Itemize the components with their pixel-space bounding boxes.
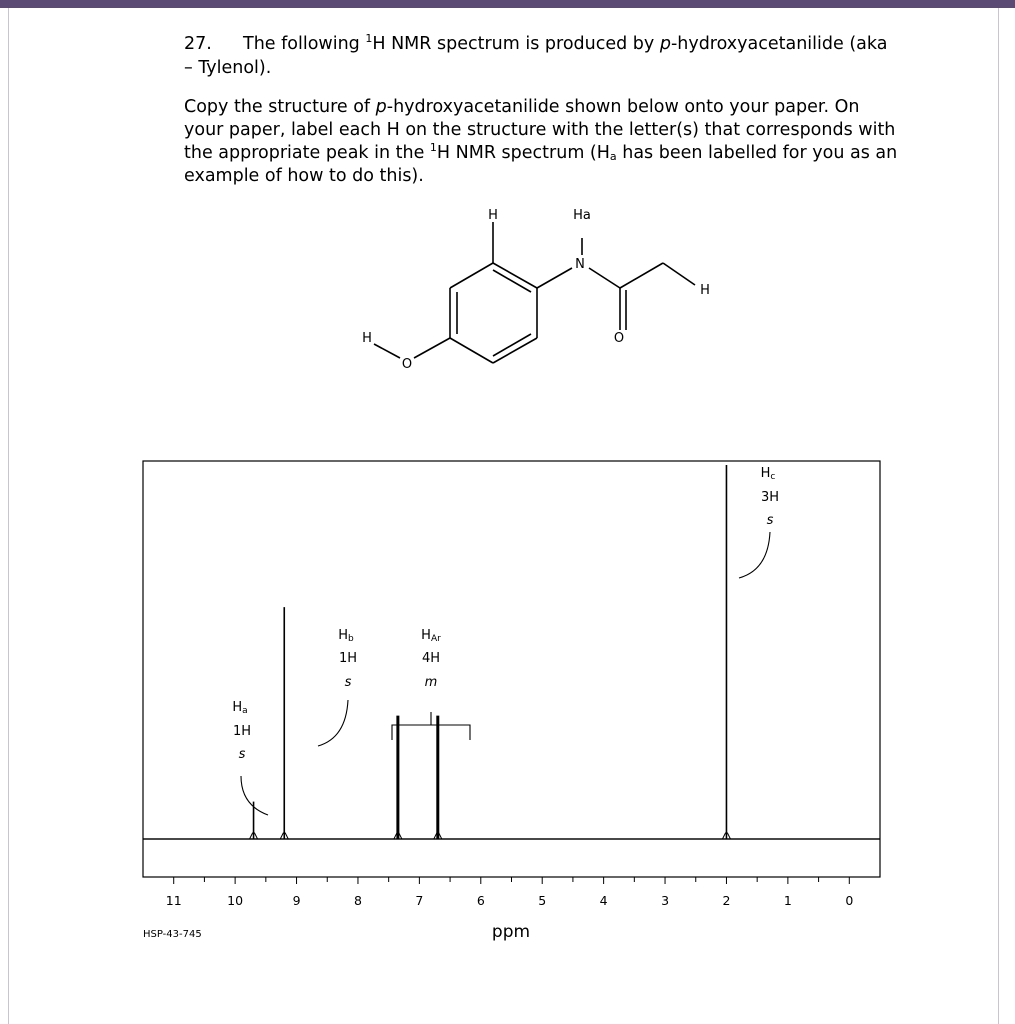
question-instructions: Copy the structure of p-hydroxyacetanilide shown below onto your paper. On your paper, label each H on the structure with the letter(s) that corresponds with the appropriate peak in the $^1$H NMR spectrum ($H_a$ has been labelled for you as an example of how to do this).	[184, 97, 898, 186]
peak-ar-multiplicity: m	[424, 675, 438, 690]
spectrum-code: HSP-43-745	[143, 929, 202, 940]
tick-label: 8	[353, 893, 362, 908]
peak-c-label: Hc	[760, 466, 776, 482]
question-text-line2: – Tylenol).	[184, 58, 272, 78]
structure-hydroxyl-h: H	[362, 331, 372, 346]
tick-label: 3	[661, 893, 670, 908]
tick-label: 9	[292, 893, 301, 908]
structure-methyl-h: H	[700, 283, 710, 298]
peak-ar-label: HAr	[421, 628, 441, 644]
molecule-structure	[374, 222, 695, 363]
tick-label: 2	[722, 893, 731, 908]
tick-label: 1	[783, 893, 792, 908]
tick-label: 6	[476, 893, 485, 908]
x-axis-ticks	[174, 877, 850, 884]
peak-b-label: Hb	[338, 628, 354, 644]
tick-label: 11	[165, 893, 182, 908]
question-number: 27.	[184, 34, 212, 54]
structure-ha-label: Ha	[573, 208, 591, 223]
tick-label: 7	[415, 893, 424, 908]
peak-a-multiplicity: s	[238, 747, 246, 762]
peak-c-multiplicity: s	[766, 513, 774, 528]
x-axis-label: ppm	[491, 922, 531, 942]
peak-b-leader	[318, 700, 348, 746]
tick-label: 4	[599, 893, 608, 908]
tick-label: 5	[538, 893, 547, 908]
peak-ar-bracket	[392, 712, 470, 740]
peak-b-multiplicity: s	[344, 675, 352, 690]
structure-n-label: N	[575, 257, 585, 272]
tick-label: 0	[845, 893, 854, 908]
peak-c-count: 3H	[760, 490, 780, 505]
structure-carbonyl-o: O	[613, 331, 625, 346]
peak-c-leader	[739, 532, 770, 578]
structure-hydroxyl-o: O	[401, 357, 413, 372]
tick-label: 10	[227, 893, 244, 908]
peak-a-leader	[241, 776, 268, 815]
peak-a-count: 1H	[232, 724, 252, 739]
structure-h-top: H	[488, 208, 498, 223]
peak-ar-count: 4H	[421, 651, 441, 666]
peak-b-count: 1H	[338, 651, 358, 666]
peak-a-label: Ha	[232, 700, 248, 716]
x-axis-tick-labels	[166, 893, 854, 908]
question-text: The following $^1$H NMR spectrum is produced by p-hydroxyacetanilide (aka	[243, 32, 888, 54]
